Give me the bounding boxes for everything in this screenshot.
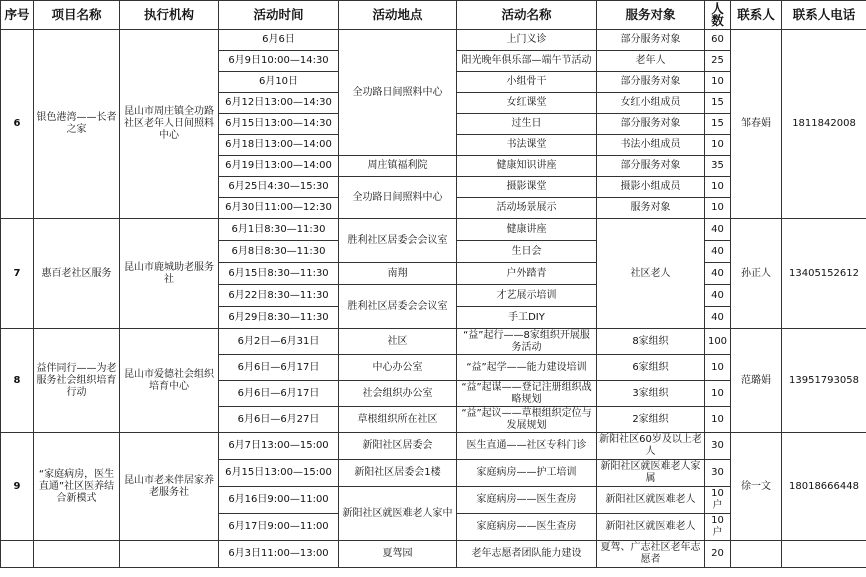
header-row [1,1,866,30]
time-cell: 6月3日11:00—13:00 [219,541,339,568]
contact-cell: 范璐娟 [731,329,782,433]
time-cell: 6月15日13:00—14:30 [219,114,339,135]
activity-cell: 才艺展示培训 [457,285,597,307]
time-cell: 6月6日 [219,30,339,51]
project-cell [34,541,120,568]
contact-cell: 徐一文 [731,433,782,541]
time-cell: 6月6日—6月27日 [219,407,339,433]
activity-cell: “益”起议——草根组织定位与发展规划 [457,407,597,433]
time-cell: 6月12日13:00—14:30 [219,93,339,114]
header-seq: 序号 [1,1,34,30]
table-row [1,30,866,51]
activity-cell: “益”起行——8家组织开展服务活动 [457,329,597,355]
activity-cell: 健康知识讲座 [457,156,597,177]
phone-cell [782,541,866,568]
time-cell: 6月15日8:30—11:30 [219,263,339,285]
seq-cell: 6 [1,30,34,219]
activity-cell: 家庭病房——护工培训 [457,460,597,487]
table-row [1,329,866,355]
place-cell: 胜利社区居委会会议室 [339,219,457,263]
activity-cell: 户外踏青 [457,263,597,285]
project-cell: “家庭病房，医生直通”社区医养结合新模式 [34,433,120,541]
project-cell: 益伴同行——为老服务社会组织培育行动 [34,329,120,433]
seq-cell: 7 [1,219,34,329]
place-cell: 全功路日间照料中心 [339,30,457,156]
count-cell: 20 [705,541,731,568]
target-cell: 6家组织 [597,355,705,381]
target-cell: 新阳社区就医难老人 [597,514,705,541]
time-cell: 6月15日13:00—15:00 [219,460,339,487]
count-cell: 10户 [705,514,731,541]
activity-cell: 老年志愿者团队能力建设 [457,541,597,568]
count-cell: 35 [705,156,731,177]
count-cell: 15 [705,114,731,135]
target-cell: 3家组织 [597,381,705,407]
place-cell: 南翔 [339,263,457,285]
time-cell: 6月6日—6月17日 [219,381,339,407]
org-cell: 昆山市老来伴居家养老服务社 [120,433,219,541]
target-cell: 女红小组成员 [597,93,705,114]
activity-cell: 阳光晚年俱乐部—端午节活动 [457,51,597,72]
contact-cell: 邹春娟 [731,30,782,219]
org-cell: 昆山市周庄镇全功路社区老年人日间照料中心 [120,30,219,219]
activity-cell: 手工DIY [457,307,597,329]
activity-cell: 上门义诊 [457,30,597,51]
count-cell: 40 [705,285,731,307]
target-cell: 夏驾、广志社区老年志愿者 [597,541,705,568]
phone-cell: 1811842008 [782,30,866,219]
count-cell: 40 [705,307,731,329]
place-cell: 中心办公室 [339,355,457,381]
count-cell: 100 [705,329,731,355]
place-cell: 胜利社区居委会会议室 [339,285,457,329]
target-cell: 部分服务对象 [597,114,705,135]
activity-cell: “益”起学——能力建设培训 [457,355,597,381]
place-cell: 全功路日间照料中心 [339,177,457,219]
phone-cell: 18018666448 [782,433,866,541]
activity-cell: 健康讲座 [457,219,597,241]
target-cell: 社区老人 [597,219,705,329]
header-place: 活动地点 [339,1,457,30]
place-cell: 社会组织办公室 [339,381,457,407]
seq-cell: 8 [1,329,34,433]
place-cell: 夏驾园 [339,541,457,568]
count-cell: 10 [705,407,731,433]
target-cell: 服务对象 [597,198,705,219]
time-cell: 6月29日8:30—11:30 [219,307,339,329]
place-cell: 草根组织所在社区 [339,407,457,433]
contact-cell: 孙正人 [731,219,782,329]
project-cell: 银色港湾——长者之家 [34,30,120,219]
target-cell: 新阳社区60岁及以上老人 [597,433,705,460]
target-cell: 部分服务对象 [597,72,705,93]
activity-cell: 书法课堂 [457,135,597,156]
target-cell: 8家组织 [597,329,705,355]
count-cell: 10 [705,72,731,93]
place-cell: 新阳社区居委会1楼 [339,460,457,487]
count-cell: 10户 [705,487,731,514]
count-cell: 60 [705,30,731,51]
time-cell: 6月8日8:30—11:30 [219,241,339,263]
count-cell: 40 [705,219,731,241]
time-cell: 6月9日10:00—14:30 [219,51,339,72]
target-cell: 部分服务对象 [597,156,705,177]
count-cell: 10 [705,135,731,156]
seq-cell [1,541,34,568]
time-cell: 6月1日8:30—11:30 [219,219,339,241]
contact-cell [731,541,782,568]
header-time: 活动时间 [219,1,339,30]
time-cell: 6月6日—6月17日 [219,355,339,381]
activity-cell: 摄影课堂 [457,177,597,198]
count-cell: 40 [705,241,731,263]
table-row [1,433,866,460]
org-cell: 昆山市爱德社会组织培育中心 [120,329,219,433]
org-cell: 昆山市鹿城助老服务社 [120,219,219,329]
count-cell: 10 [705,198,731,219]
activity-cell: 活动场景展示 [457,198,597,219]
activity-cell: “益”起谋——登记注册组织战略规划 [457,381,597,407]
phone-cell: 13405152612 [782,219,866,329]
time-cell: 6月17日9:00—11:00 [219,514,339,541]
target-cell: 新阳社区就医难老人 [597,487,705,514]
activity-cell: 家庭病房——医生查房 [457,487,597,514]
header-org: 执行机构 [120,1,219,30]
time-cell: 6月18日13:00—14:00 [219,135,339,156]
place-cell: 新阳社区居委会 [339,433,457,460]
table-row [1,541,866,568]
count-cell: 30 [705,460,731,487]
activity-cell: 过生日 [457,114,597,135]
target-cell: 书法小组成员 [597,135,705,156]
place-cell: 新阳社区就医难老人家中 [339,487,457,541]
count-cell: 30 [705,433,731,460]
time-cell: 6月2日—6月31日 [219,329,339,355]
activity-cell: 家庭病房——医生查房 [457,514,597,541]
target-cell: 老年人 [597,51,705,72]
seq-cell: 9 [1,433,34,541]
time-cell: 6月10日 [219,72,339,93]
time-cell: 6月25日4:30—15:30 [219,177,339,198]
org-cell [120,541,219,568]
header-contact: 联系人 [731,1,782,30]
target-cell: 摄影小组成员 [597,177,705,198]
header-target: 服务对象 [597,1,705,30]
activity-cell: 小组骨干 [457,72,597,93]
count-cell: 10 [705,355,731,381]
target-cell: 2家组织 [597,407,705,433]
count-cell: 10 [705,177,731,198]
count-cell: 40 [705,263,731,285]
table-row [1,219,866,241]
target-cell: 部分服务对象 [597,30,705,51]
activity-cell: 女红课堂 [457,93,597,114]
time-cell: 6月7日13:00—15:00 [219,433,339,460]
header-count: 人数 [705,1,731,30]
header-activity: 活动名称 [457,1,597,30]
time-cell: 6月22日8:30—11:30 [219,285,339,307]
activity-cell: 医生直通——社区专科门诊 [457,433,597,460]
count-cell: 15 [705,93,731,114]
time-cell: 6月19日13:00—14:00 [219,156,339,177]
time-cell: 6月30日11:00—12:30 [219,198,339,219]
place-cell: 周庄镇福利院 [339,156,457,177]
count-cell: 10 [705,381,731,407]
header-phone: 联系人电话 [782,1,866,30]
target-cell: 新阳社区就医难老人家属 [597,460,705,487]
count-cell: 25 [705,51,731,72]
project-cell: 惠百老社区服务 [34,219,120,329]
header-project: 项目名称 [34,1,120,30]
activity-cell: 生日会 [457,241,597,263]
place-cell: 社区 [339,329,457,355]
time-cell: 6月16日9:00—11:00 [219,487,339,514]
phone-cell: 13951793058 [782,329,866,433]
